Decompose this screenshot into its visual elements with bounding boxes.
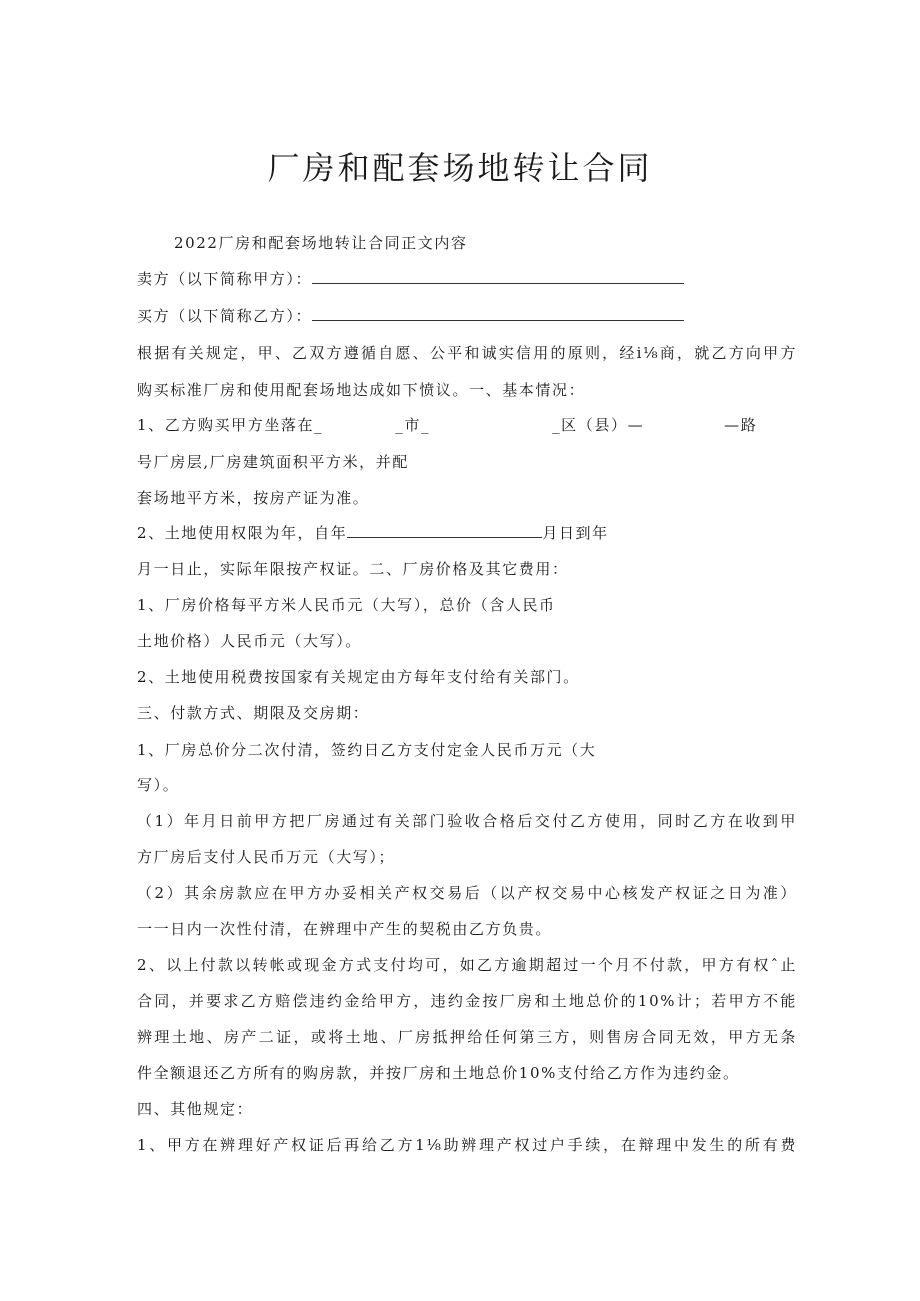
pay-sub2-line-2: 一一日内一次性付清，在辨理中产生的契税由乙方负贵。 (137, 920, 553, 938)
price1-line-2: 土地价格）人民币元（大写）。 (137, 632, 362, 650)
item1-part-d: —路 (724, 416, 758, 434)
item1-part-c: _区（县）— (552, 416, 645, 434)
price2-line: 2、土地使用税费按国家有关规定由方每年支付给有关部门。 (137, 668, 580, 686)
pay-sub2-line-1: （2）其余房款应在甲方办妥相关产权交易后（以产权交易中心核发产权证之日为准） (137, 884, 797, 902)
pay1-line-1: 1、厂房总价分二次付清，签约日乙方支付定金人民币万元（大 (137, 741, 597, 759)
item2-line-1 (137, 522, 797, 544)
section3-heading: 三、付款方式、期限及交房期： (137, 704, 370, 722)
pay2-line-3: 辨理土地、房产二证，或将土地、厂房抵押给任何第三方，则售房合同无效，甲方无条 (137, 1028, 797, 1046)
buyer-label: 买方（以下简称乙方）： (137, 307, 313, 325)
item1-line-1 (137, 414, 797, 436)
item1-part-b: _市_ (395, 416, 431, 434)
pay2-line-1: 2、以上付款以转帐或现金方式支付均可，如乙方逾期超过一个月不付款，甲方有权ˆ止 (137, 956, 797, 974)
intro-line-1: 根据有关规定，甲、乙双方遵循自愿、公平和诚实信用的原则，经i⅛商，就乙方向甲方 (137, 344, 797, 362)
pay2-line-4: 件全额退还乙方所有的购房款，并按厂房和土地总价10%支付给乙方作为违约金。 (137, 1064, 740, 1082)
item2-blank (347, 522, 542, 538)
pay1-line-2: 写）。 (137, 776, 180, 794)
seller-label: 卖方（以下简称甲方）： (137, 270, 313, 288)
section4-heading: 四、其他规定： (137, 1100, 254, 1118)
item1-line-2: 号厂房层,厂房建筑面积平方米，并配 (137, 453, 409, 471)
seller-line (137, 268, 797, 290)
pay2-line-2: 合同，并要求乙方赔偿违约金给甲方，违约金按厂房和土地总价的10%计；若甲方不能 (137, 992, 797, 1010)
price1-line-1: 1、厂房价格每平方米人民币元（大写），总价（含人民币 (137, 596, 556, 614)
item1-line-3: 套场地平方米，按房产证为准。 (137, 489, 370, 507)
item2-part-b: 月日到年 (542, 524, 609, 542)
buyer-line (137, 305, 797, 327)
item2-part-a: 2、土地使用权限为年，自年 (137, 524, 348, 542)
document-title: 厂房和配套场地转让合同 (267, 149, 653, 187)
subtitle: 2022厂房和配套场地转让合同正文内容 (174, 234, 468, 252)
other1-line-1: 1、甲方在辨理好产权证后再给乙方1⅛助辨理产权过户手续，在辩理中发生的所有费 (137, 1136, 797, 1154)
buyer-blank (312, 305, 684, 321)
pay-sub1-line-1: （1）年月日前甲方把厂房通过有关部门验收合格后交付乙方使用，同时乙方在收到甲 (137, 812, 797, 830)
pay-sub1-line-2: 方厂房后支付人民币万元（大写）； (137, 848, 396, 866)
item1-part-a: 1、乙方购买甲方坐落在_ (137, 416, 324, 434)
item2-line-2: 月一日止，实际年限按产权证。二、厂房价格及其它费用： (137, 560, 569, 578)
seller-blank (312, 268, 684, 284)
intro-line-2: 购买标准厂房和使用配套场地达成如下愤议。一、基本情况： (137, 381, 586, 399)
